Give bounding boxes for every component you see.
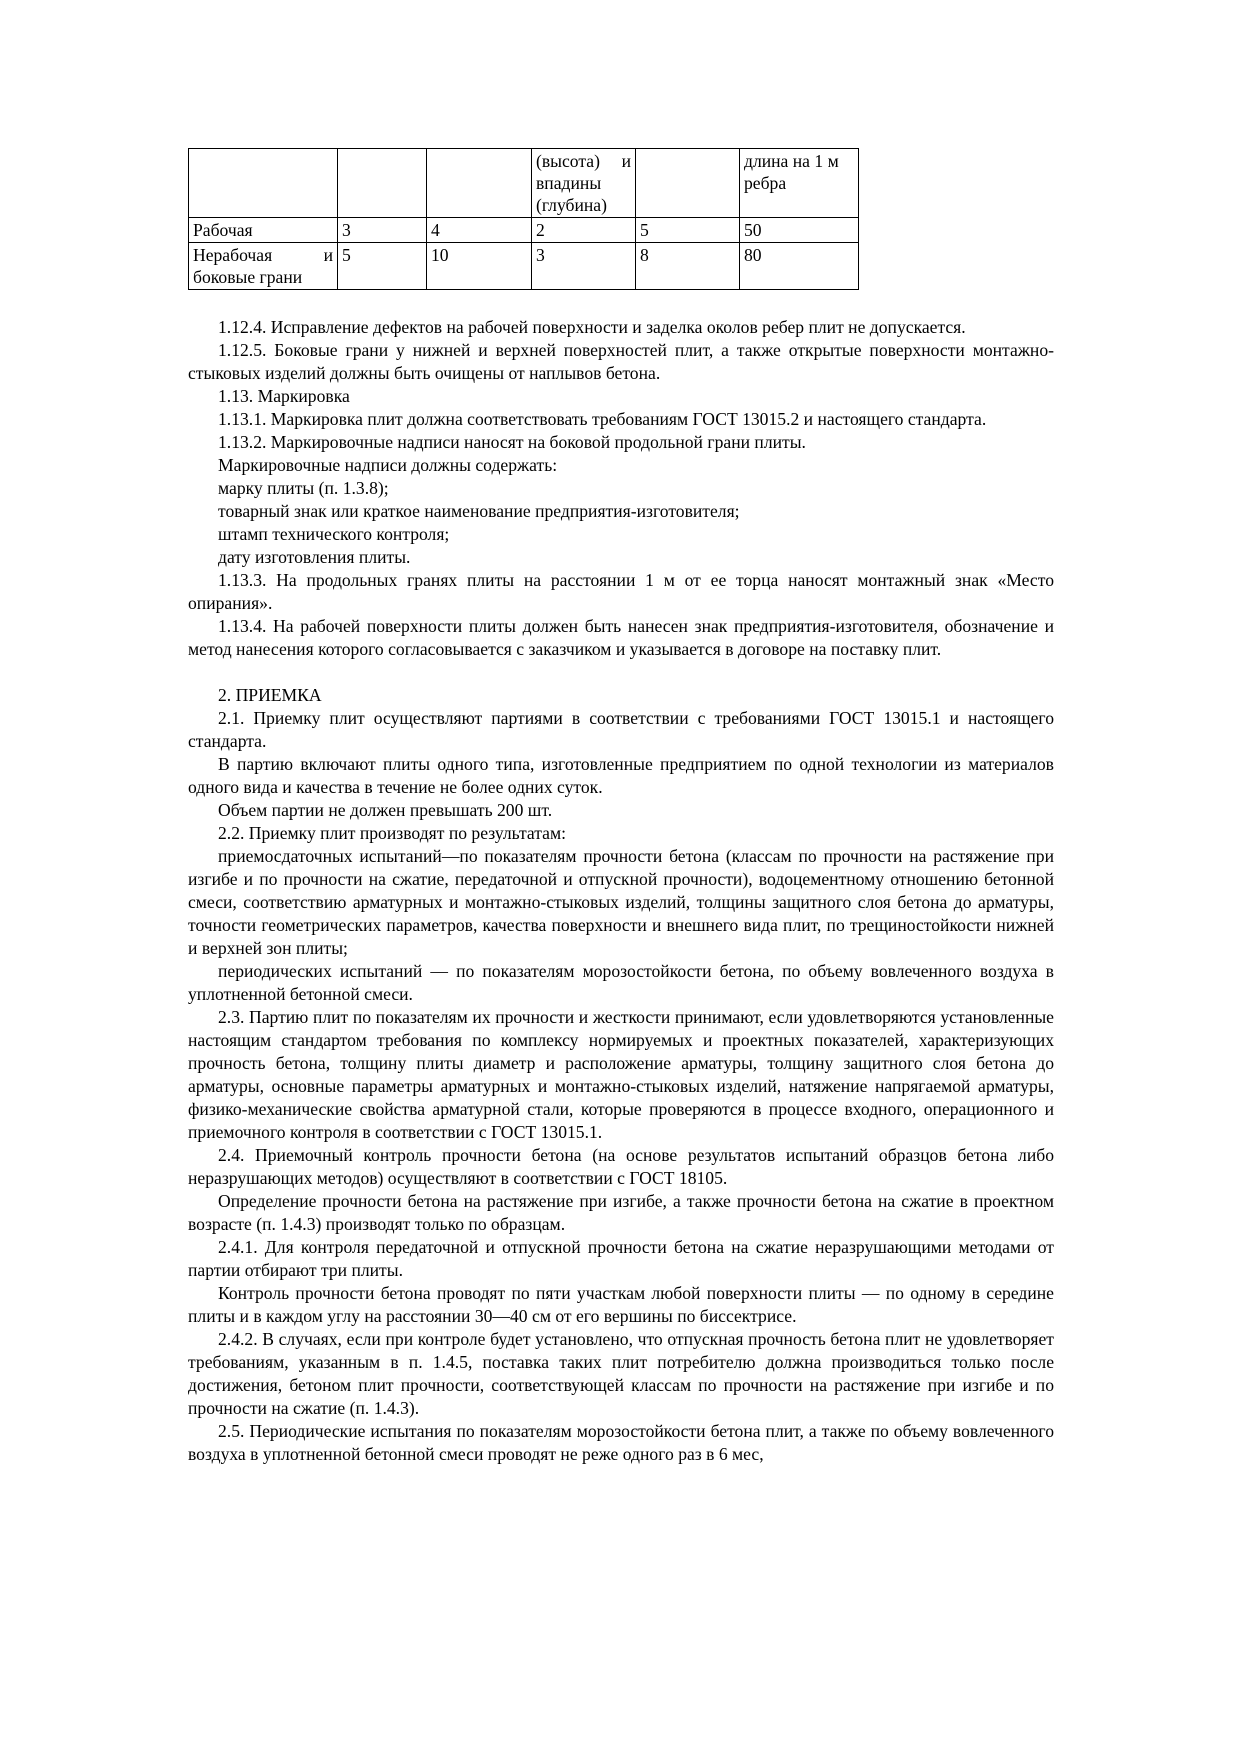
table-cell: [189, 243, 338, 290]
table-header-row: [189, 149, 859, 218]
document-page: [188, 148, 1054, 1466]
table-cell: длина на 1 м ребра: [740, 149, 859, 218]
paragraph: 2.2. Приемку плит производят по результатам:: [218, 823, 566, 843]
paragraph: приемосдаточных испытаний—по показателям прочности бетона (классам по прочности на растяжение при изгибе и по прочности на сжатие, передаточной и отпускной прочности), водоцементному отношению бетонной смеси, соответствию арматурных и монтажно-стыковых изделий, толщины защитного слоя бетона до арматуры, точности геометрических параметров, качества поверхности и внешнего вида плит, по трещиностойкости нижней и верхней зон плиты;: [188, 846, 1054, 958]
paragraph: Контроль прочности бетона проводят по пяти участкам любой поверхности плиты — по одному в середине плиты и в каждом углу на расстоянии 30—40 см от его вершины по биссектрисе.: [188, 1283, 1054, 1326]
table-cell: 5: [636, 218, 740, 243]
paragraph: Объем партии не должен превышать 200 шт.: [218, 800, 553, 820]
table-cell: 3: [338, 218, 427, 243]
table-cell: 5: [338, 243, 427, 290]
cell-text: боковые грани: [193, 267, 303, 287]
paragraph: 2.1. Приемку плит осуществляют партиями в соответствии с требованиями ГОСТ 13015.1 и настоящего стандарта.: [188, 708, 1054, 751]
subsection-heading: 1.13. Маркировка: [218, 386, 350, 406]
table-cell: 80: [740, 243, 859, 290]
paragraph: 2.5. Периодические испытания по показателям морозостойкости бетона плит, а также по объему вовлеченного воздуха в уплотненной бетонной смеси проводят не реже одного раз в 6 мес,: [188, 1421, 1054, 1464]
table-cell: [636, 149, 740, 218]
paragraph: В партию включают плиты одного типа, изготовленные предприятием по одной технологии из материалов одного вида и качества в течение не более одних суток.: [188, 754, 1054, 797]
table-cell: 3: [532, 243, 636, 290]
paragraph: 2.4.2. В случаях, если при контроле будет установлено, что отпускная прочность бетона плит не удовлетворяет требованиям, указанным в п. 1.4.5, поставка таких плит потребителю должна производиться только после достижения, бетоном плит прочности, соответствующей классам по прочности на растяжение при изгибе и по прочности на сжатие (п. 1.4.3).: [188, 1329, 1054, 1418]
paragraph: 2.4.1. Для контроля передаточной и отпускной прочности бетона на сжатие неразрушающими методами от партии отбирают три плиты.: [188, 1237, 1054, 1280]
table-cell: 4: [427, 218, 532, 243]
section-heading: 2. ПРИЕМКА: [218, 685, 322, 705]
cell-text: Нерабочая: [193, 245, 273, 265]
list-item: марку плиты (п. 1.3.8);: [218, 478, 389, 498]
table-cell: 50: [740, 218, 859, 243]
list-item: дату изготовления плиты.: [218, 547, 411, 567]
paragraph: 1.12.5. Боковые грани у нижней и верхней поверхностей плит, а также открытые поверхности монтажно-стыковых изделий должны быть очищены от наплывов бетона.: [188, 340, 1054, 383]
list-item: штамп технического контроля;: [218, 524, 450, 544]
table-cell: Рабочая: [189, 218, 338, 243]
table-cell: [338, 149, 427, 218]
list-item: товарный знак или краткое наименование предприятия-изготовителя;: [218, 501, 740, 521]
paragraph: 1.13.3. На продольных гранях плиты на расстоянии 1 м от ее торца наносят монтажный знак «Место опирания».: [188, 570, 1054, 613]
paragraph: 1.12.4. Исправление дефектов на рабочей поверхности и заделка околов ребер плит не допускается.: [218, 317, 966, 337]
table-cell: 2: [532, 218, 636, 243]
table-row: [189, 243, 859, 290]
table-cell: 10: [427, 243, 532, 290]
paragraph: Маркировочные надписи должны содержать:: [218, 455, 558, 475]
table-cell: [427, 149, 532, 218]
table-cell: (высота) и впадины (глубина): [532, 149, 636, 218]
table-cell: 8: [636, 243, 740, 290]
paragraph: периодических испытаний — по показателям морозостойкости бетона, по объему вовлеченного воздуха в уплотненной бетонной смеси.: [188, 961, 1054, 1004]
paragraph: 2.4. Приемочный контроль прочности бетона (на основе результатов испытаний образцов бетона либо неразрушающих методов) осуществляют в соответствии с ГОСТ 18105.: [188, 1145, 1054, 1188]
tolerance-table-wrapper: [188, 148, 1054, 290]
section-2-paragraphs: [188, 684, 1054, 1466]
paragraph: 2.3. Партию плит по показателям их прочности и жесткости принимают, если удовлетворяются установленные настоящим стандартом требования по комплексу нормируемых и проектных показателей, характеризующих прочность бетона, толщину плиты диаметр и расположение арматуры, толщину защитного слоя бетона до арматуры, основные параметры арматурных и монтажно-стыковых изделий, натяжение напрягаемой арматуры, физико-механические свойства арматурной стали, которые проверяются в процессе входного, операционного и приемочного контроля в соответствии с ГОСТ 13015.1.: [188, 1007, 1054, 1142]
paragraph: 1.13.2. Маркировочные надписи наносят на боковой продольной грани плиты.: [218, 432, 806, 452]
table-row: [189, 218, 859, 243]
cell-first-line: [193, 244, 333, 266]
paragraph: 1.13.4. На рабочей поверхности плиты должен быть нанесен знак предприятия-изготовителя, обозначение и метод нанесения которого согласовывается с заказчиком и указывается в договоре на поставку плит.: [188, 616, 1054, 659]
section-gap: [188, 661, 1054, 684]
paragraph: 1.13.1. Маркировка плит должна соответствовать требованиям ГОСТ 13015.2 и настоящего стандарта.: [218, 409, 987, 429]
paragraph: Определение прочности бетона на растяжение при изгибе, а также прочности бетона на сжатие в проектном возрасте (п. 1.4.3) производят только по образцам.: [188, 1191, 1054, 1234]
table-cell: [189, 149, 338, 218]
cell-text: и: [323, 245, 333, 265]
tolerance-table: [188, 148, 859, 290]
section-1-paragraphs: [188, 316, 1054, 661]
